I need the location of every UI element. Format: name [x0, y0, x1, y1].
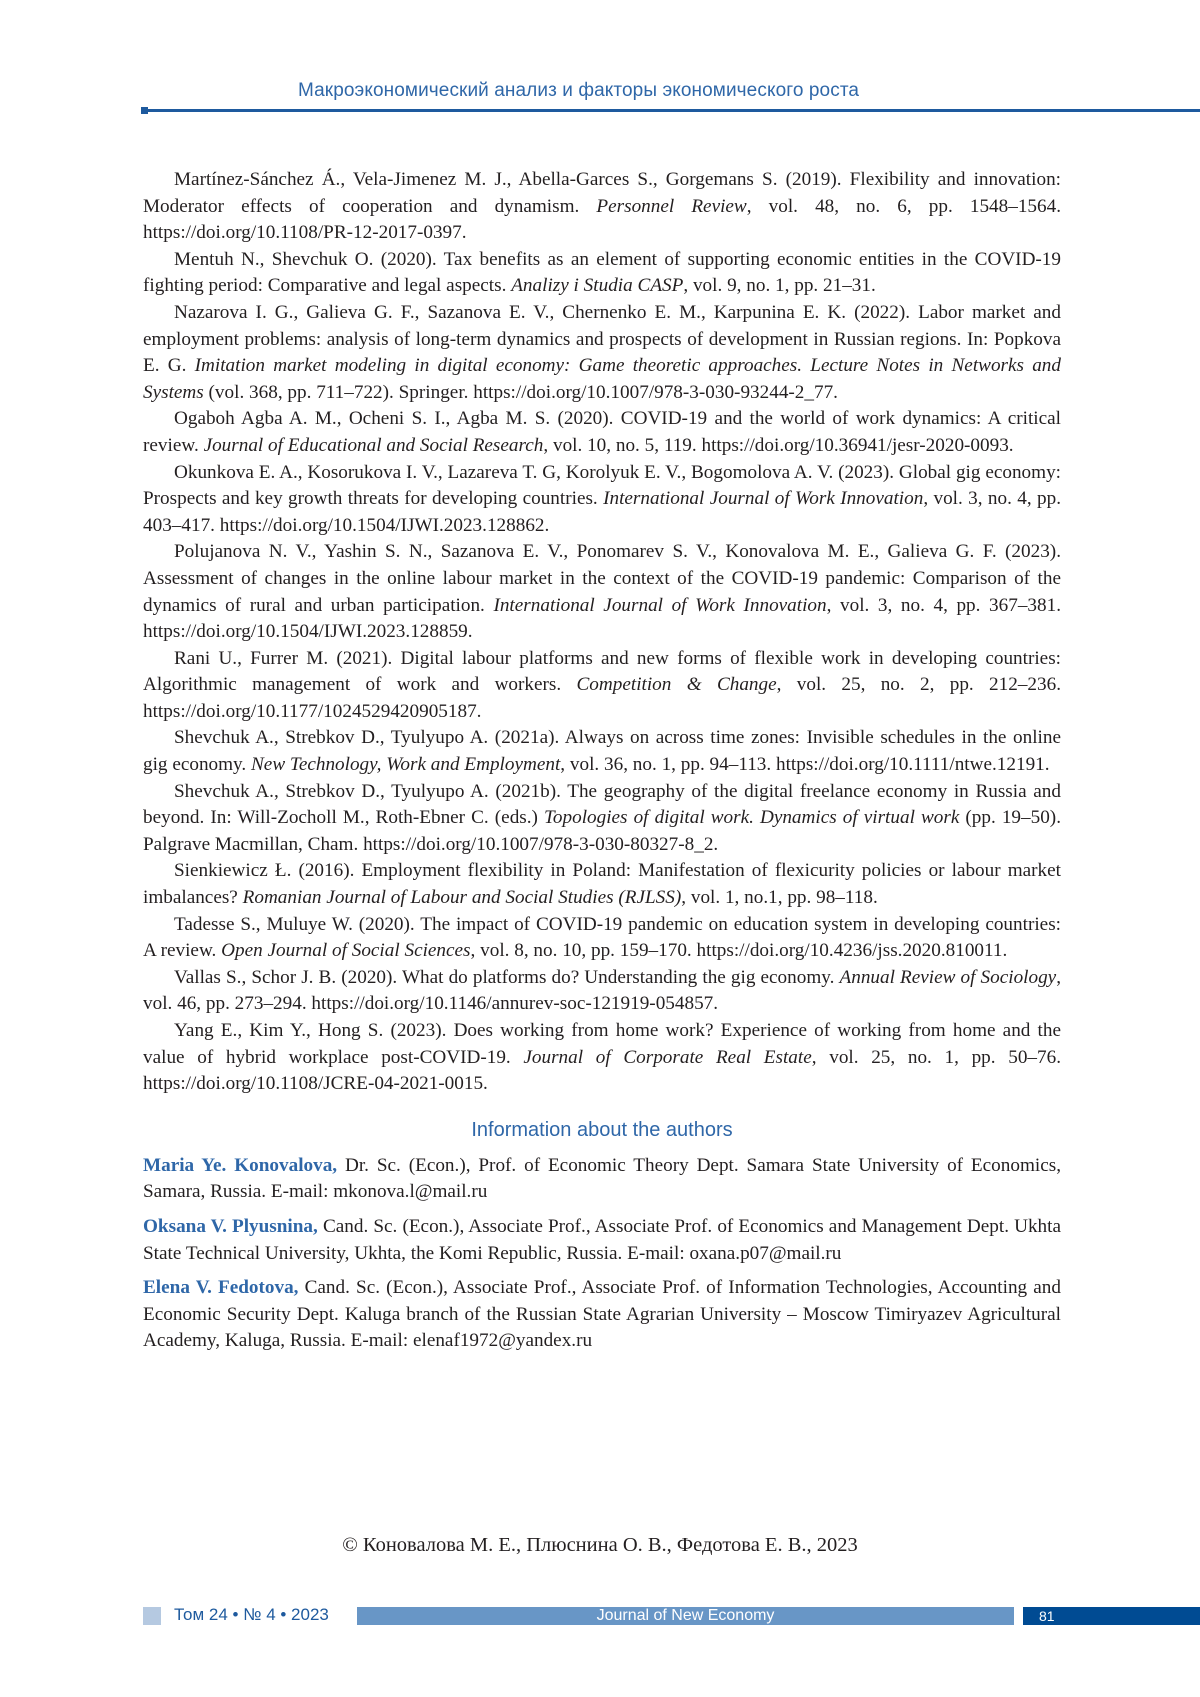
reference-entry — [143, 406, 1061, 459]
reference-source-title: Analizy i Studia CASP — [511, 275, 683, 296]
reference-text: Sienkiewicz Ł. (2016). Employment flexibility in Poland: Manifestation of flexicurity policies or labour market imbalances? — [143, 860, 1061, 908]
author-name: Elena V. Fedotova, — [143, 1277, 298, 1298]
reference-entry — [143, 1018, 1061, 1098]
reference-text: Okunkova E. A., Kosorukova I. V., Lazareva T. G, Korolyuk E. V., Bogomolova A. V. (2023). Global gig economy: Prospects and key growth threats for developing countries. — [143, 462, 1061, 510]
reference-text: Shevchuk A., Strebkov D., Tyulyupo A. (2021a). Always on across time zones: Invisible schedules in the online gig economy. — [143, 727, 1061, 775]
reference-entry — [143, 460, 1061, 540]
reference-source-title: Open Journal of Social Sciences — [221, 940, 470, 961]
reference-text: Vallas S., Schor J. B. (2020). What do platforms do? Understanding the gig economy. — [174, 967, 840, 988]
reference-entry — [143, 725, 1061, 778]
reference-entry — [143, 646, 1061, 726]
reference-list — [143, 167, 1061, 1098]
reference-entry — [143, 539, 1061, 645]
authors-list — [143, 1153, 1061, 1355]
reference-text: (vol. 368, pp. 711–722). Springer. https://doi.org/10.1007/978-3-030-93244-2_77. — [204, 382, 838, 403]
author-details: Cand. Sc. (Econ.), Associate Prof., Associate Prof. of Economics and Management Dept. Ukhta State Technical University, Ukhta, the Komi Republic, Russia. E-mail: oxana.p07@mail.ru — [143, 1216, 1061, 1264]
reference-entry — [143, 858, 1061, 911]
page-number: 81 — [1023, 1607, 1200, 1625]
footer-journal-name: Journal of New Economy — [357, 1607, 1014, 1625]
reference-text: , vol. 9, no. 1, pp. 21–31. — [683, 275, 875, 296]
authors-section-title: Information about the authors — [143, 1117, 1061, 1143]
reference-entry — [143, 300, 1061, 406]
copyright-line: © Коновалова М. Е., Плюснина О. В., Федотова Е. В., 2023 — [0, 1534, 1200, 1557]
reference-text: , vol. 36, no. 1, pp. 94–113. https://doi.org/10.1111/ntwe.12191. — [560, 754, 1049, 775]
reference-text: Rani U., Furrer M. (2021). Digital labour platforms and new forms of flexible work in developing countries: Algorithmic management of work and workers. — [143, 648, 1061, 696]
reference-entry — [143, 167, 1061, 247]
reference-text: Polujanova N. V., Yashin S. N., Sazanova E. V., Ponomarev S. V., Konovalova M. E., Galieva G. F. (2023). Assessment of changes in the online labour market in the context of the COVID-19 pandemic: Comparison of the dynamics of rural and urban participation. — [143, 541, 1061, 615]
reference-text: Mentuh N., Shevchuk O. (2020). Tax benefits as an element of supporting economic entities in the COVID-19 fighting period: Comparative and legal aspects. — [143, 249, 1061, 297]
reference-source-title: Personnel Review — [596, 196, 746, 217]
reference-source-title: Annual Review of Sociology — [840, 967, 1057, 988]
reference-text: Martínez-Sánchez Á., Vela-Jimenez M. J., Abella-Garces S., Gorgemans S. (2019). Flexibility and innovation: Moderator effects of cooperation and dynamism. — [143, 169, 1061, 217]
author-details: Dr. Sc. (Econ.), Prof. of Economic Theory Dept. Samara State University of Economics, Samara, Russia. E-mail: mkonova.l@mail.ru — [143, 1155, 1061, 1203]
author-details: Cand. Sc. (Econ.), Associate Prof., Associate Prof. of Information Technologies, Accounting and Economic Security Dept. Kaluga branch of the Russian State Agrarian University – Moscow Timiryazev Agricultural Academy, Kaluga, Russia. E-mail: elenaf1972@yandex.ru — [143, 1277, 1061, 1351]
reference-text: , vol. 3, no. 4, pp. 403–417. https://doi.org/10.1504/IJWI.2023.128862. — [143, 488, 1061, 536]
reference-source-title: Journal of Corporate Real Estate — [523, 1047, 811, 1068]
reference-text: Ogaboh Agba A. M., Ocheni S. I., Agba M. S. (2020). COVID-19 and the world of work dynamics: A critical review. — [143, 408, 1061, 456]
reference-text: Shevchuk A., Strebkov D., Tyulyupo A. (2021b). The geography of the digital freelance economy in Russia and beyond. In: Will-Zocholl M., Roth-Ebner C. (eds.) — [143, 781, 1061, 829]
footer-square — [143, 1607, 161, 1625]
reference-text: , vol. 3, no. 4, pp. 367–381. https://doi.org/10.1504/IJWI.2023.128859. — [143, 595, 1061, 643]
author-entry — [143, 1153, 1061, 1206]
running-title: Макроэкономический анализ и факторы экономического роста — [298, 80, 859, 102]
reference-text: , vol. 10, no. 5, 119. https://doi.org/10.36941/jesr-2020-0093. — [543, 435, 1013, 456]
reference-entry — [143, 965, 1061, 1018]
reference-text: (pp. 19–50). Palgrave Macmillan, Cham. https://doi.org/10.1007/978-3-030-80327-8_2. — [143, 807, 1061, 855]
reference-entry — [143, 247, 1061, 300]
reference-text: , vol. 1, no.1, pp. 98–118. — [681, 887, 878, 908]
reference-source-title: International Journal of Work Innovation — [603, 488, 923, 509]
reference-source-title: Imitation market modeling in digital economy: Game theoretic approaches. Lecture Notes in Networks and Systems — [143, 355, 1061, 403]
reference-source-title: Journal of Educational and Social Research — [204, 435, 544, 456]
reference-source-title: Competition & Change — [577, 674, 777, 695]
author-entry — [143, 1214, 1061, 1267]
reference-text: , vol. 46, pp. 273–294. https://doi.org/10.1146/annurev-soc-121919-054857. — [143, 967, 1061, 1015]
page-body — [143, 167, 1061, 1363]
reference-source-title: New Technology, Work and Employment — [251, 754, 560, 775]
reference-text: , vol. 48, no. 6, pp. 1548–1564. https://doi.org/10.1108/PR-12-2017-0397. — [143, 196, 1061, 244]
reference-entry — [143, 779, 1061, 859]
reference-text: Yang E., Kim Y., Hong S. (2023). Does working from home work? Experience of working from home and the value of hybrid workplace post-COVID-19. — [143, 1020, 1061, 1068]
author-entry — [143, 1275, 1061, 1355]
header-rule — [146, 109, 1200, 112]
reference-text: , vol. 25, no. 2, pp. 212–236. https://doi.org/10.1177/1024529420905187. — [143, 674, 1061, 722]
reference-text: , vol. 8, no. 10, pp. 159–170. https://doi.org/10.4236/jss.2020.810011. — [471, 940, 1008, 961]
reference-text: Tadesse S., Muluye W. (2020). The impact of COVID-19 pandemic on education system in developing countries: A review. — [143, 914, 1061, 962]
reference-text: , vol. 25, no. 1, pp. 50–76. https://doi.org/10.1108/JCRE-04-2021-0015. — [143, 1047, 1061, 1095]
author-name: Maria Ye. Konovalova, — [143, 1155, 337, 1176]
reference-source-title: Topologies of digital work. Dynamics of virtual work — [544, 807, 959, 828]
reference-text: Nazarova I. G., Galieva G. F., Sazanova E. V., Chernenko E. M., Karpunina E. K. (2022). Labor market and employment problems: analysis of long-term dynamics and prospects of development in Russian regions. In: Popkova E. G. — [143, 302, 1061, 376]
reference-source-title: International Journal of Work Innovation — [493, 595, 826, 616]
author-name: Oksana V. Plyusnina, — [143, 1216, 318, 1237]
footer-volume: Том 24 • № 4 • 2023 — [174, 1605, 329, 1625]
reference-entry — [143, 912, 1061, 965]
reference-source-title: Romanian Journal of Labour and Social Studies (RJLSS) — [243, 887, 682, 908]
